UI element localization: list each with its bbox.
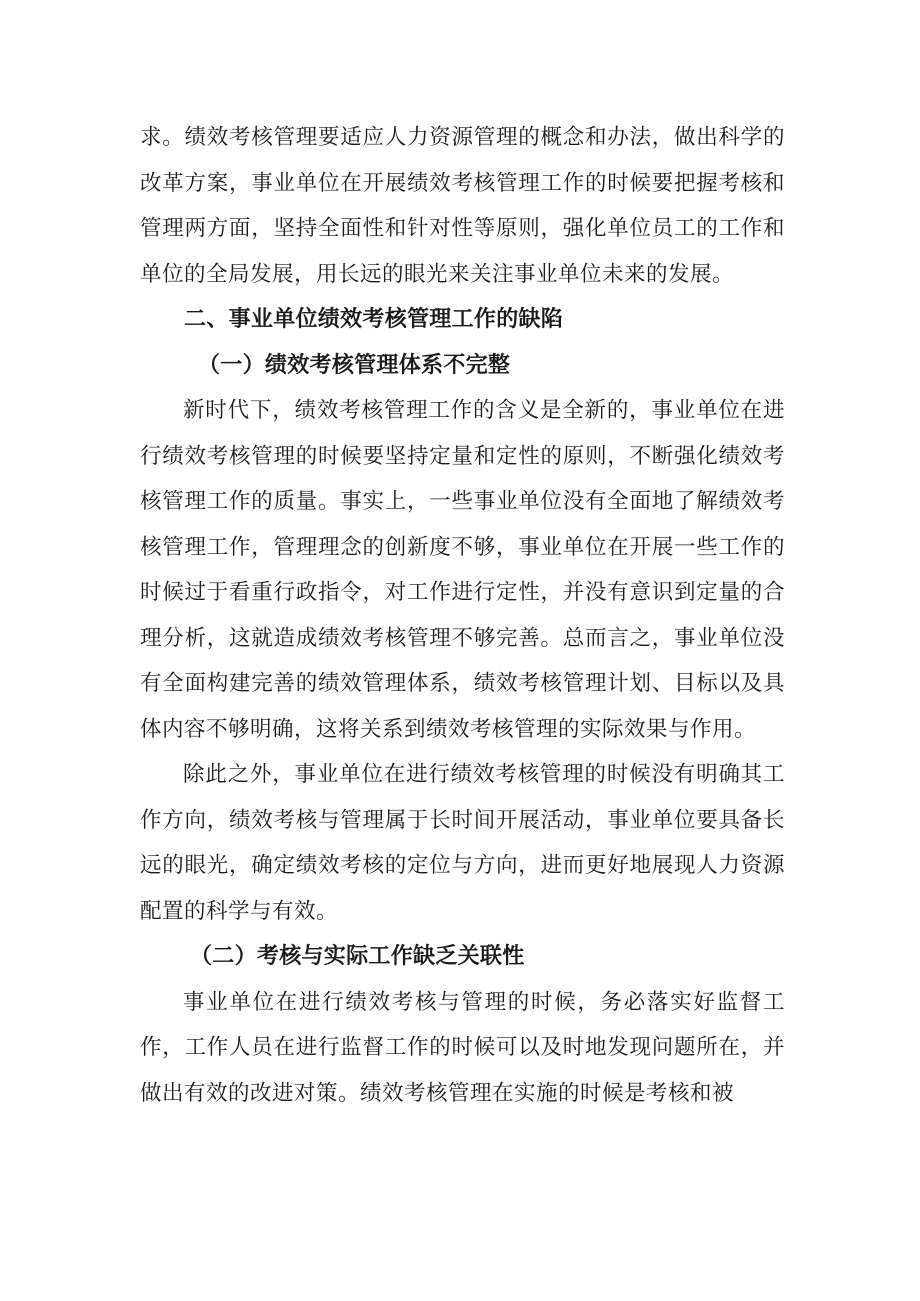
paragraph-system-incomplete: 新时代下，绩效考核管理工作的含义是全新的，事业单位在进行绩效考核管理的时候要坚持定量和定性的原则，不断强化绩效考核管理工作的质量。事实上，一些事业单位没有全面地了解绩效考核管理工作，管理理念的创新度不够，事业单位在开展一些工作的时候过于看重行政指令，对工作进行定性，并没有意识到定量的合理分析，这就造成绩效考核管理不够完善。总而言之，事业单位没有全面构建完善的绩效管理体系，绩效考核管理计划、目标以及具体内容不够明确，这将关系到绩效考核管理的实际效果与作用。 <box>140 398 785 742</box>
document-page <box>140 115 785 1116</box>
paragraph-supervision: 事业单位在进行绩效考核与管理的时候，务必落实好监督工作，工作人员在进行监督工作的时候可以及时地发现问题所在，并做出有效的改进对策。绩效考核管理在实施的时候是考核和被 <box>140 989 785 1106</box>
subsection-heading-1: （一）绩效考核管理体系不完整 <box>198 352 511 378</box>
subsection-heading-2: （二）考核与实际工作缺乏关联性 <box>190 944 525 969</box>
section-heading-2: 二、事业单位绩效考核管理工作的缺陷 <box>184 307 564 332</box>
paragraph-work-direction: 除此之外，事业单位在进行绩效考核管理的时候没有明确其工作方向，绩效考核与管理属于长时间开展活动，事业单位要具备长远的眼光，确定绩效考核的定位与方向，进而更好地展现人力资源配置的科学与有效。 <box>140 762 785 924</box>
paragraph-continuation: 求。绩效考核管理要适应人力资源管理的概念和办法，做出科学的改革方案，事业单位在开展绩效考核管理工作的时候要把握考核和管理两方面，坚持全面性和针对性等原则，强化单位员工的工作和单位的全局发展，用长远的眼光来关注事业单位未来的发展。 <box>140 125 785 287</box>
